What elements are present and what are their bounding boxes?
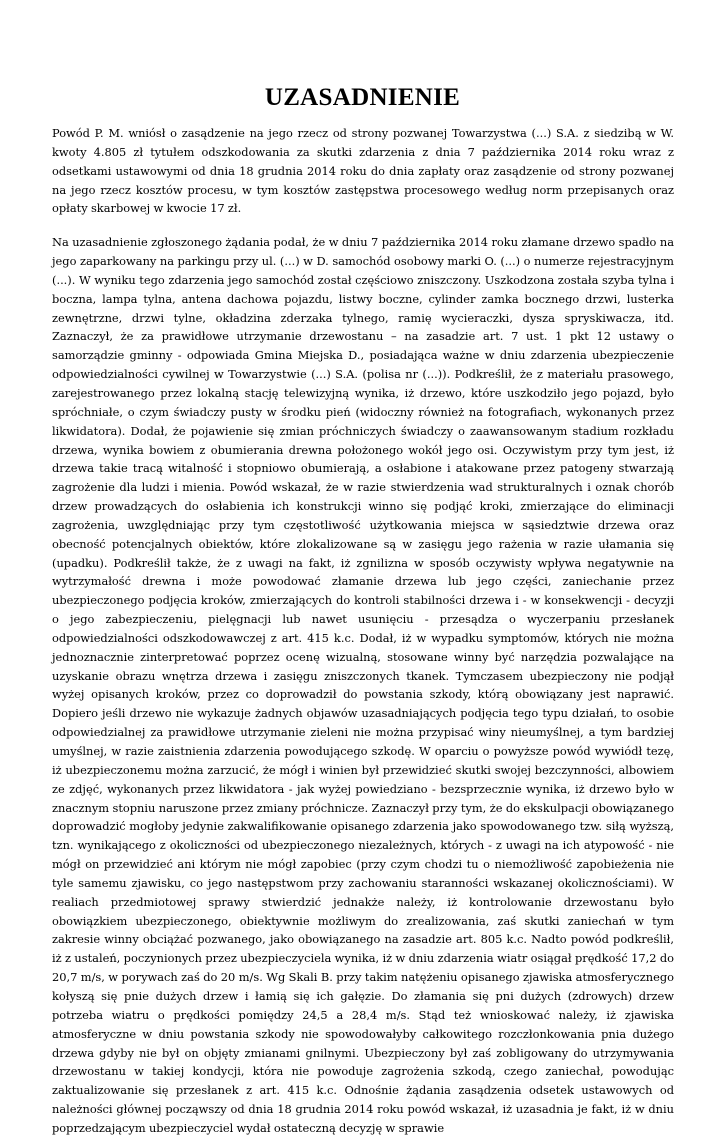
document-title: UZASADNIENIE [264,84,461,111]
paragraph-claim: Powód P. M. wniósł o zasądzenie na jego rzecz od strony pozwanej Towarzystwa (...) S.A. z siedzibą w W. kwoty 4.805 zł tytułem odszkodowania za skutki zdarzenia z dnia 7 października 2014 roku wraz z odsetkami ustawowymi od dnia 18 grudnia 2014 roku do dnia zapłaty oraz zasądzenie od strony pozwanej na jego rzecz kosztów procesu, w tym kosztów zastępstwa procesowego według norm przepisanych oraz opłaty skarbowej w kwocie 17 zł. [52,126,674,216]
document-body [52,124,674,1138]
paragraph-justification: Na uzasadnienie zgłoszonego żądania podał, że w dniu 7 października 2014 roku złamane drzewo spadło na jego zaparkowany na parkingu przy ul. (...) w D. samochód osobowy marki O. (...) o numerze rejestracyjnym (...). W wyniku tego zdarzenia jego samochód został częściowo zniszczony. Uszkodzona została szyba tylna i boczna, lampa tylna, antena dachowa pojazdu, listwy boczne, cylinder zamka bocznego drzwi, lusterka zewnętrzne, drzwi tylne, okładzina zderzaka tylnego, ramię wycieraczki, dysza spryskiwacza, itd. Zaznaczył, że za prawidłowe utrzymanie drzewostanu – na zasadzie art. 7 ust. 1 pkt 12 ustawy o samorządzie gminny - odpowiada Gmina Miejska D., posiadająca ważne w dniu zdarzenia ubezpieczenie odpowiedzialności cywilnej w Towarzystwie (...) S.A. (polisa nr (...)). Podkreślił, że z materiału prasowego, zarejestrowanego przez lokalną stację telewizyjną wynika, iż drzewo, które uszkodziło jego pojazd, było spróchniałe, o czym świadczy pusty w środku pień (widoczny również na fotografiach, wykonanych przez likwidatora). Dodał, że pojawienie się zmian próchniczych świadczy o zaawansowanym stadium rozkładu drzewa, wynika bowiem z obumierania drewna położonego wokół jego osi. Oczywistym przy tym jest, iż drzewa takie tracą witalność i stopniowo obumierają, a osłabione i atakowane przez patogeny stwarzają zagrożenie dla ludzi i mienia. Powód wskazał, że w razie stwierdzenia wad strukturalnych i oznak chorób drzew prowadzących do osłabienia ich konstrukcji winno się podjąć kroki, zmierzające do eliminacji zagrożenia, uwzględniając przy tym częstotliwość użytkowania miejsca w sąsiedztwie drzewa oraz obecność potencjalnych obiektów, które zlokalizowane są w zasięgu jego rażenia w razie ułamania się (upadku). Podkreślił także, że z uwagi na fakt, iż zgnilizna w sposób oczywisty wpływa negatywnie na wytrzymałość drewna i może powodować złamanie drzewa lub jego części, zaniechanie przez ubezpieczonego podjęcia kroków, zmierzających do kontroli stabilności drzewa i - w konsekwencji - decyzji o jego zabezpieczeniu, pielęgnacji lub nawet usunięciu - przesądza o wyczerpaniu przesłanek odpowiedzialności odszkodowawczej z art. 415 k.c. Dodał, iż w wypadku symptomów, których nie można jednoznacznie zinterpretować poprzez ocenę wizualną, stosowane winny być narzędzia pozwalające na uzyskanie obrazu wnętrza drzewa i zasięgu zniszczonych tkanek. Tymczasem ubezpieczony nie podjął wyżej opisanych kroków, przez co doprowadził do powstania szkody, którą obowiązany jest naprawić. Dopiero jeśli drzewo nie wykazuje żadnych objawów uzasadniających podjęcia tego typu działań, to osobie odpowiedzialnej za prawidłowe utrzymanie zieleni nie można przypisać winy nieumyślnej, a tym bardziej umyślnej, w razie zaistnienia zdarzenia powodującego szkodę. W oparciu o powyższe powód wywiódł tezę, iż ubezpieczonemu można zarzucić, że mógł i winien był przewidzieć skutki swojej bezczynności, albowiem ze zdjęć, wykonanych przez likwidatora - jak wyżej powiedziano - bezsprzecznie wynika, iż drzewo było w znacznym stopniu naruszone przez zmiany próchnicze. Zaznaczył przy tym, że do ekskulpacji obowiązanego doprowadzić mogłoby jedynie zakwalifikowanie opisanego zdarzenia jako spowodowanego tzw. siłą wyższą, tzn. wynikającego z okoliczności od ubezpieczonego niezależnych, których - z uwagi na ich atypowość - nie mógł on przewidzieć ani którym nie mógł zapobiec (przy czym chodzi tu o niemożliwość zapobieżenia nie tyle samemu zjawisku, co jego następstwom przy zachowaniu staranności wskazanej okolicznościami). W realiach przedmiotowej sprawy stwierdzić jednakże należy, iż kontrolowanie drzewostanu było obowiązkiem ubezpieczonego, obiektywnie możliwym do zrealizowania, zaś skutki zaniechań w tym zakresie winny obciążać pozwanego, jako obowiązanego na zasadzie art. 805 k.c. Nadto powód podkreślił, iż z ustaleń, poczynionych przez ubezpieczyciela wynika, iż w dniu zdarzenia wiatr osiągał prędkość 17,2 do 20,7 m/s, w porywach zaś do 20 m/s. Wg Skali B. przy takim natężeniu opisanego zjawiska atmosferycznego kołyszą się pnie dużych drzew i łamią się ich gałęzie. Do złamania się pni dużych (zdrowych) drzew potrzeba wiatru o prędkości pomiędzy 24,5 a 28,4 m/s. Stąd też wnioskować należy, iż zjawiska atmosferyczne w dniu powstania szkody nie spowodowałyby całkowitego rozczłonkowania pnia dużego drzewa gdyby nie był on objęty zmianami gnilnymi. Ubezpieczony był zaś zobligowany do utrzymywania drzewostanu w takiej kondycji, która nie powoduje zagrożenia szkodą, czego zaniechał, powodując zaktualizowanie się przesłanek z art. 415 k.c. Odnośnie żądania zasądzenia odsetek ustawowych od należności głównej począwszy od dnia 18 grudnia 2014 roku powód wskazał, iż uzasadnia je fakt, iż w dniu poprzedzającym ubezpieczyciel wydał ostateczną decyzję w sprawie [52,235,674,1135]
